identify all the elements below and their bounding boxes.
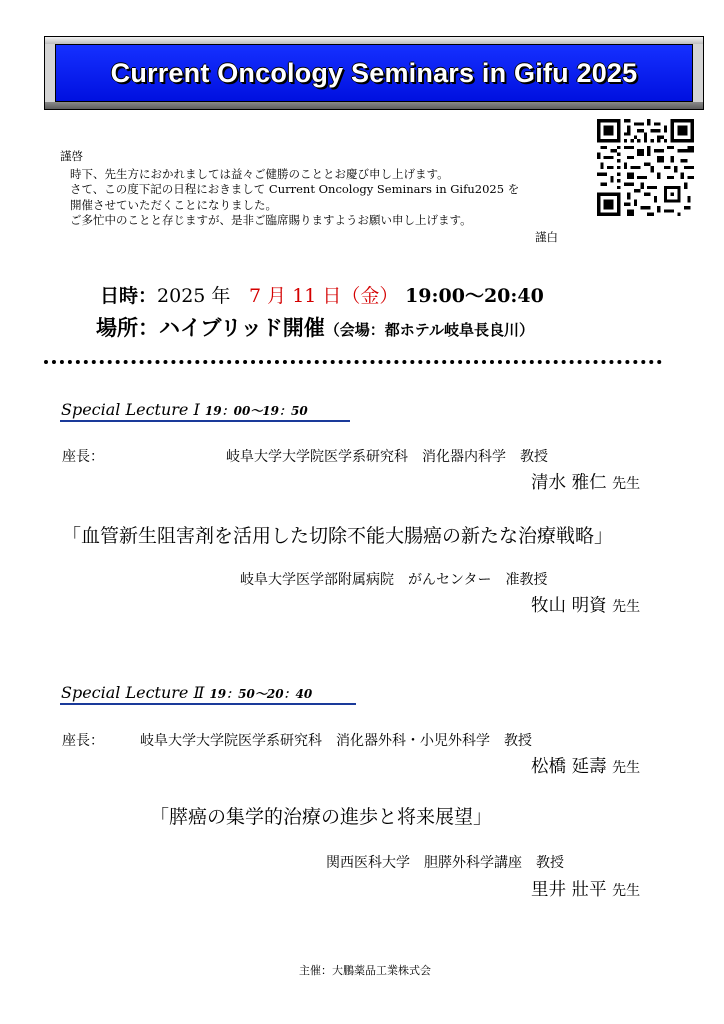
lecture1-underline <box>60 420 350 422</box>
lecture2-title: Special Lecture Ⅱ <box>61 683 205 702</box>
banner-bevel-bottom <box>45 102 703 109</box>
event-datetime <box>100 281 544 308</box>
event-time: 19:00〜20:40 <box>405 285 544 307</box>
event-year: 2025 年 <box>157 285 231 307</box>
lecture2-speaker-name <box>531 876 640 901</box>
qr-code-icon[interactable] <box>597 119 694 216</box>
lecture1-heading <box>61 400 308 419</box>
lecture2-underline <box>60 703 356 705</box>
lecture1-chair-name-text: 清水 雅仁 <box>531 473 607 493</box>
lecture1-speaker-name <box>531 592 640 617</box>
letter-line-1: 時下、先生方におかれましては益々ご健勝のこととお慶び申し上げます。 <box>70 167 449 181</box>
lecture2-chair-label: 座長： <box>62 733 104 749</box>
page-title: Current Oncology Seminars in Gifu 2025 <box>110 57 638 88</box>
lecture2-chair-suffix: 先生 <box>612 760 641 776</box>
dotted-divider <box>44 360 662 364</box>
lecture1-chair-name <box>531 469 640 494</box>
lecture1-speaker-suffix: 先生 <box>612 599 641 615</box>
lecture2-chair-name-text: 松橋 延壽 <box>531 757 607 777</box>
letter-line-2: さて、この度下記の日程におきまして Current Oncology Seminars in Gifu2025 を <box>70 182 520 196</box>
lecture1-chair-label: 座長： <box>62 449 104 465</box>
lecture1-chair-affiliation: 岐阜大学大学院医学系研究科 消化器内科学 教授 <box>226 449 548 465</box>
event-venue <box>96 312 534 342</box>
letter-closing: 謹白 <box>535 230 558 244</box>
lecture2-time: 19：50〜20：40 <box>209 687 313 701</box>
banner-inner <box>55 44 693 102</box>
lecture1-speaker-name-text: 牧山 明資 <box>531 596 607 616</box>
lecture2-topic: 「膵癌の集学的治療の進歩と将来展望」 <box>150 806 493 828</box>
title-banner <box>44 36 704 110</box>
banner-bevel-top <box>45 37 703 44</box>
venue-label: 場所： <box>96 315 159 340</box>
lecture2-chair-name <box>531 753 640 778</box>
footer-sponsor: 主催：大鵬薬品工業株式会 <box>299 964 431 977</box>
date-label: 日時： <box>100 285 158 307</box>
event-date: 7 月 11 日（金） <box>249 285 399 307</box>
letter-opening: 謹啓 <box>60 149 83 163</box>
lecture1-time: 19：00〜19：50 <box>204 404 308 418</box>
lecture2-speaker-affiliation: 関西医科大学 胆膵外科学講座 教授 <box>326 855 564 871</box>
lecture1-speaker-affiliation: 岐阜大学医学部附属病院 がんセンター 准教授 <box>240 572 548 588</box>
lecture2-chair-affiliation: 岐阜大学大学院医学系研究科 消化器外科・小児外科学 教授 <box>140 733 532 749</box>
lecture1-topic: 「血管新生阻害剤を活用した切除不能大腸癌の新たな治療戦略」 <box>62 525 614 547</box>
lecture1-chair-suffix: 先生 <box>612 476 641 492</box>
letter-line-4: ご多忙中のことと存じますが、是非ご臨席賜りますようお願い申し上げます。 <box>70 213 472 227</box>
venue-name: ハイブリッド開催 <box>159 315 325 340</box>
lecture2-heading <box>61 683 312 702</box>
letter-line-3: 開催させていただくことになりました。 <box>70 198 277 212</box>
lecture2-speaker-name-text: 里井 壯平 <box>531 880 607 900</box>
lecture2-speaker-suffix: 先生 <box>612 883 641 899</box>
lecture1-title: Special Lecture Ⅰ <box>61 400 200 419</box>
venue-detail: （会場：都ホテル岐阜長良川） <box>324 321 534 339</box>
